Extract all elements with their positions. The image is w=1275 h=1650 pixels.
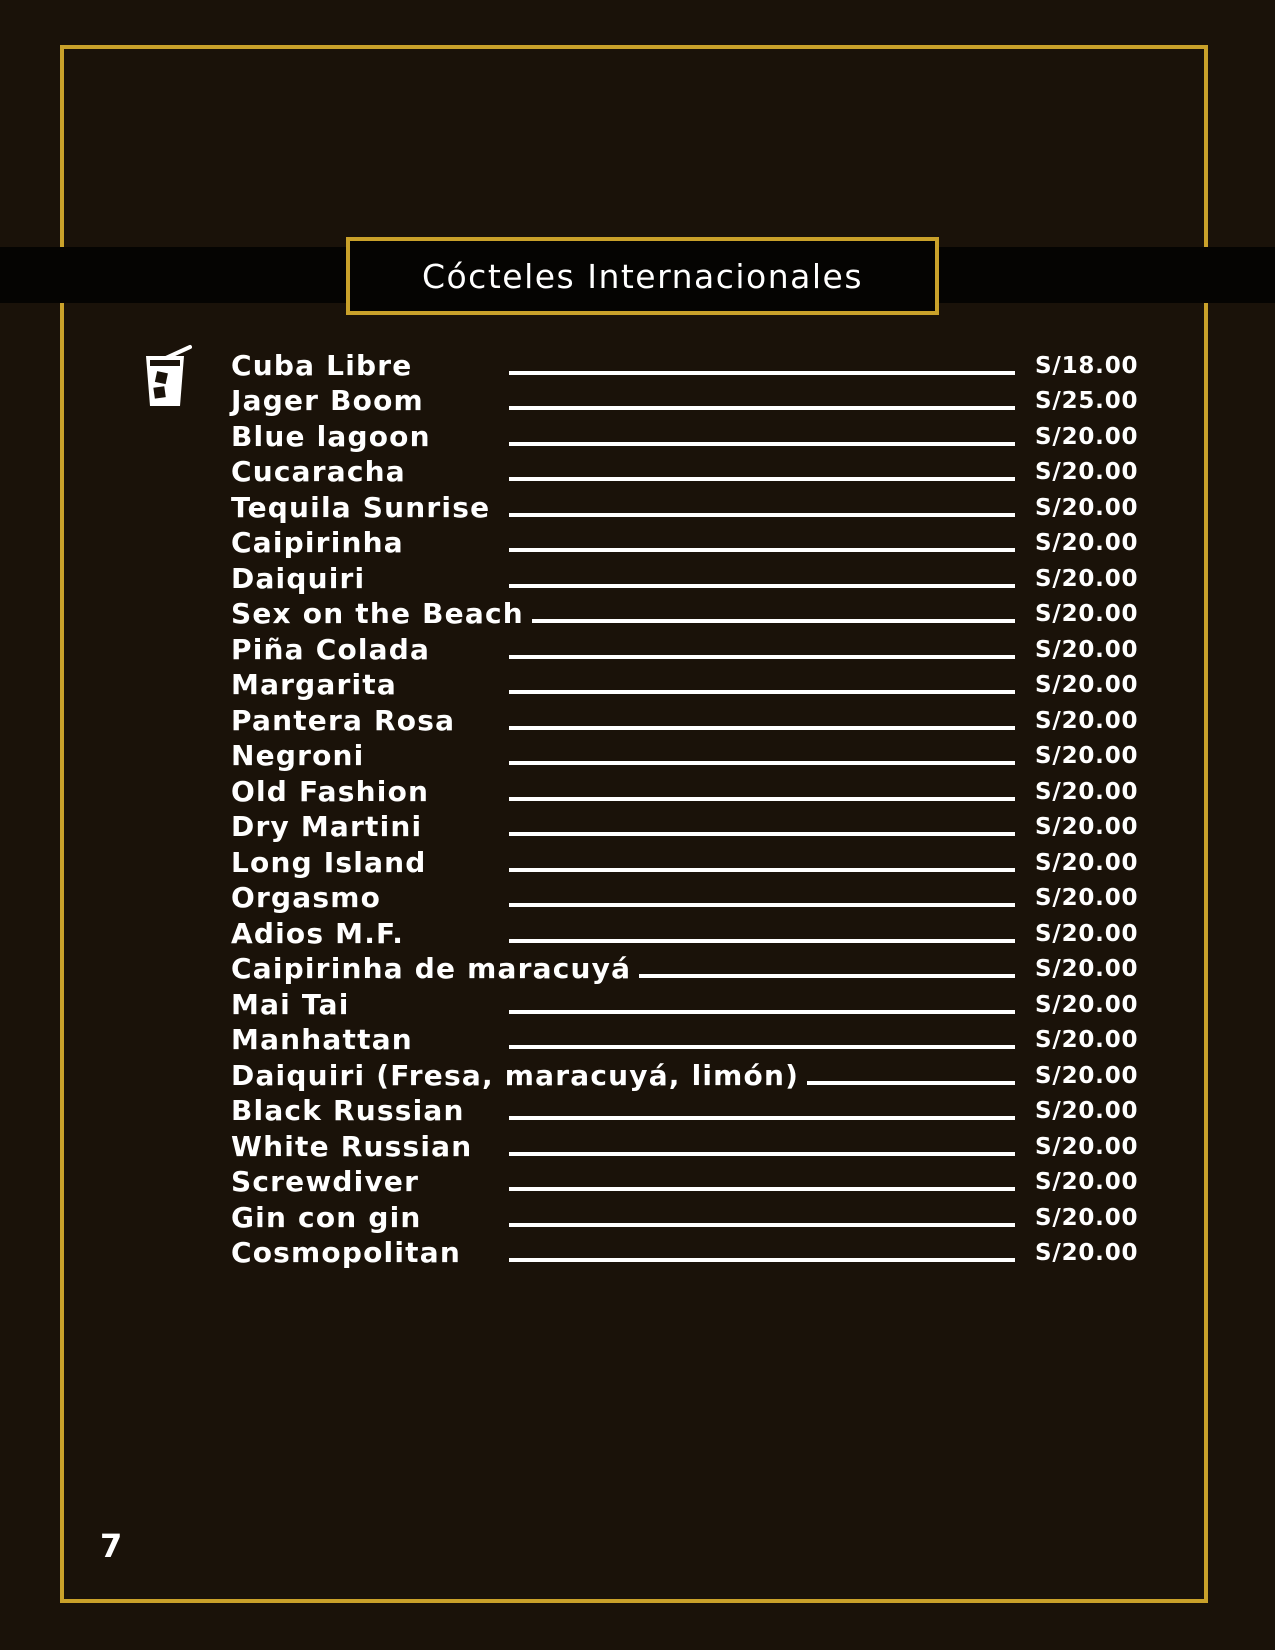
cocktail-menu-list bbox=[231, 345, 1139, 1269]
menu-item bbox=[231, 984, 1139, 1021]
menu-item bbox=[231, 771, 1139, 808]
item-name: Long Island bbox=[231, 845, 427, 879]
leader-line bbox=[509, 548, 1015, 552]
item-price: S/20.00 bbox=[1035, 778, 1139, 805]
item-name: Orgasmo bbox=[231, 881, 382, 914]
leader-line bbox=[509, 868, 1015, 872]
leader-line bbox=[509, 513, 1015, 517]
item-price: S/20.00 bbox=[1035, 1098, 1139, 1124]
item-price: S/20.00 bbox=[1035, 601, 1139, 627]
leader-line bbox=[509, 903, 1015, 907]
page-number: 7 bbox=[100, 1527, 123, 1565]
item-name: Old Fashion bbox=[231, 774, 430, 808]
leader-line bbox=[509, 1010, 1015, 1014]
menu-item bbox=[231, 807, 1139, 843]
item-name: Cosmopolitan bbox=[231, 1236, 461, 1269]
item-price: S/20.00 bbox=[1035, 459, 1139, 485]
item-price: S/20.00 bbox=[1035, 672, 1139, 698]
item-name: Pantera Rosa bbox=[231, 703, 456, 737]
menu-item bbox=[231, 949, 1139, 985]
leader-line bbox=[509, 690, 1015, 694]
leader-line bbox=[509, 939, 1015, 943]
item-price: S/20.00 bbox=[1035, 707, 1139, 734]
item-price: S/25.00 bbox=[1035, 388, 1139, 414]
item-name: Piña Colada bbox=[231, 632, 431, 666]
menu-item bbox=[231, 1233, 1139, 1269]
item-price: S/18.00 bbox=[1035, 352, 1139, 379]
menu-item bbox=[231, 381, 1139, 417]
item-name: Black Russian bbox=[231, 1094, 465, 1127]
item-price: S/20.00 bbox=[1035, 1062, 1139, 1089]
item-price: S/20.00 bbox=[1035, 494, 1139, 521]
item-name: Caipirinha bbox=[231, 526, 404, 559]
leader-line bbox=[509, 1223, 1015, 1227]
menu-item bbox=[231, 1055, 1139, 1092]
menu-item bbox=[231, 558, 1139, 595]
leader-line bbox=[807, 1081, 1015, 1085]
leader-line bbox=[509, 442, 1015, 446]
menu-item bbox=[231, 629, 1139, 666]
item-price: S/20.00 bbox=[1035, 1027, 1139, 1053]
item-name: Screwdiver bbox=[231, 1165, 420, 1198]
item-name: White Russian bbox=[231, 1129, 473, 1163]
item-price: S/20.00 bbox=[1035, 1204, 1139, 1231]
section-title: Cócteles Internacionales bbox=[421, 256, 864, 296]
menu-item bbox=[231, 1162, 1139, 1198]
leader-line bbox=[509, 726, 1015, 730]
menu-item bbox=[231, 1091, 1139, 1127]
item-price: S/20.00 bbox=[1035, 849, 1139, 876]
item-price: S/20.00 bbox=[1035, 423, 1139, 450]
section-title-box bbox=[346, 237, 939, 315]
item-name: Sex on the Beach bbox=[231, 597, 524, 630]
menu-item bbox=[231, 1197, 1139, 1234]
leader-line bbox=[509, 371, 1015, 375]
leader-line bbox=[509, 406, 1015, 410]
leader-line bbox=[509, 477, 1015, 481]
menu-item bbox=[231, 487, 1139, 524]
menu-item bbox=[231, 842, 1139, 879]
menu-item bbox=[231, 452, 1139, 488]
menu-item bbox=[231, 700, 1139, 737]
leader-line bbox=[509, 1045, 1015, 1049]
item-price: S/20.00 bbox=[1035, 565, 1139, 592]
drink-glass-icon bbox=[144, 344, 192, 410]
menu-item bbox=[231, 665, 1139, 701]
menu-item bbox=[231, 878, 1139, 914]
item-name: Manhattan bbox=[231, 1023, 413, 1056]
item-price: S/20.00 bbox=[1035, 885, 1139, 911]
item-name: Margarita bbox=[231, 668, 397, 701]
item-price: S/20.00 bbox=[1035, 636, 1139, 663]
item-price: S/20.00 bbox=[1035, 814, 1139, 840]
item-price: S/20.00 bbox=[1035, 991, 1139, 1018]
item-price: S/20.00 bbox=[1035, 743, 1139, 769]
item-name: Gin con gin bbox=[231, 1200, 422, 1234]
item-price: S/20.00 bbox=[1035, 1169, 1139, 1195]
leader-line bbox=[532, 619, 1015, 623]
menu-item bbox=[231, 345, 1139, 382]
menu-item bbox=[231, 523, 1139, 559]
menu-item bbox=[231, 594, 1139, 630]
item-name: Cuba Libre bbox=[231, 348, 413, 382]
leader-line bbox=[509, 1116, 1015, 1120]
item-name: Adios M.F. bbox=[231, 916, 405, 950]
item-name: Tequila Sunrise bbox=[231, 490, 491, 524]
leader-line bbox=[509, 584, 1015, 588]
item-name: Cucaracha bbox=[231, 455, 406, 488]
menu-item bbox=[231, 1020, 1139, 1056]
leader-line bbox=[509, 1258, 1015, 1262]
item-price: S/20.00 bbox=[1035, 956, 1139, 982]
menu-item bbox=[231, 416, 1139, 453]
item-name: Jager Boom bbox=[231, 384, 424, 417]
item-name: Caipirinha de maracuyá bbox=[231, 952, 632, 985]
item-name: Negroni bbox=[231, 739, 365, 772]
leader-line bbox=[639, 974, 1015, 978]
item-name: Daiquiri bbox=[231, 561, 366, 595]
leader-line bbox=[509, 761, 1015, 765]
item-name: Daiquiri (Fresa, maracuyá, limón) bbox=[231, 1058, 800, 1092]
menu-item bbox=[231, 913, 1139, 950]
leader-line bbox=[509, 797, 1015, 801]
menu-item bbox=[231, 736, 1139, 772]
leader-line bbox=[509, 655, 1015, 659]
item-name: Blue lagoon bbox=[231, 419, 431, 453]
leader-line bbox=[509, 1152, 1015, 1156]
item-name: Dry Martini bbox=[231, 810, 423, 843]
menu-item bbox=[231, 1126, 1139, 1163]
leader-line bbox=[509, 1187, 1015, 1191]
item-price: S/20.00 bbox=[1035, 1133, 1139, 1160]
leader-line bbox=[509, 832, 1015, 836]
item-price: S/20.00 bbox=[1035, 920, 1139, 947]
item-price: S/20.00 bbox=[1035, 530, 1139, 556]
item-name: Mai Tai bbox=[231, 987, 350, 1021]
item-price: S/20.00 bbox=[1035, 1240, 1139, 1266]
